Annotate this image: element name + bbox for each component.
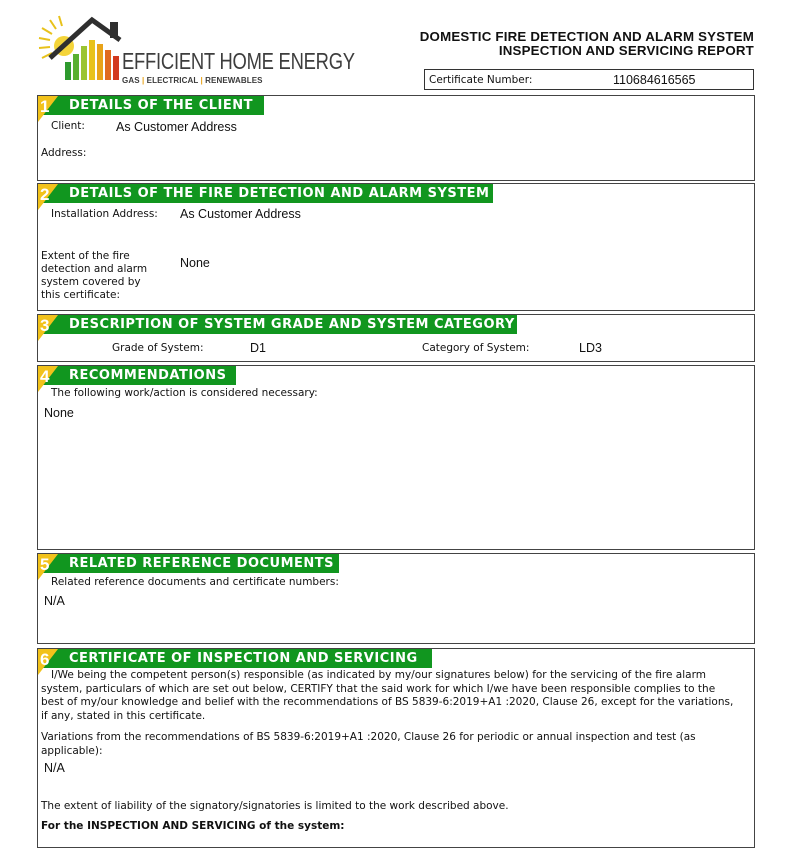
client-label: Client: <box>51 120 85 132</box>
inspection-servicing-heading: For the INSPECTION AND SERVICING of the system: <box>41 820 345 832</box>
section-5-title: RELATED REFERENCE DOCUMENTS <box>69 556 335 571</box>
liability-statement: The extent of liability of the signatory/signatories is limited to the work described above. <box>41 800 509 812</box>
section-2-title: DETAILS OF THE FIRE DETECTION AND ALARM SYSTEM <box>69 186 490 201</box>
extent-value: None <box>180 256 210 270</box>
company-name: EFFICIENT HOME ENERGY <box>122 48 355 74</box>
section-3-title: DESCRIPTION OF SYSTEM GRADE AND SYSTEM CATEGORY <box>69 317 515 332</box>
client-value: As Customer Address <box>116 120 237 134</box>
grade-label: Grade of System: <box>112 342 204 354</box>
section-1-title: DETAILS OF THE CLIENT <box>69 98 254 113</box>
category-label: Category of System: <box>422 342 530 354</box>
section-5-number: 5 <box>40 555 50 574</box>
section-2-number: 2 <box>40 185 50 204</box>
section-6-title: CERTIFICATE OF INSPECTION AND SERVICING <box>69 651 418 666</box>
section-4-title: RECOMMENDATIONS <box>69 368 227 383</box>
reference-documents-value: N/A <box>44 594 65 608</box>
address-label: Address: <box>41 147 87 159</box>
certificate-number-label: Certificate Number: <box>429 74 533 86</box>
certificate-number-value: 110684616565 <box>613 73 696 87</box>
report-title-line2: INSPECTION AND SERVICING REPORT <box>498 42 754 58</box>
grade-value: D1 <box>250 341 266 355</box>
recommendations-value: None <box>44 406 74 420</box>
section-1-header <box>38 96 264 115</box>
section-3-header <box>38 315 517 334</box>
section-6-number: 6 <box>40 650 50 669</box>
installation-address-value: As Customer Address <box>180 207 301 221</box>
category-value: LD3 <box>579 341 602 355</box>
section-5-header <box>38 554 339 573</box>
section-4-header <box>38 366 236 385</box>
report-title <box>420 30 754 57</box>
reference-documents-intro: Related reference documents and certificate numbers: <box>51 576 339 588</box>
section-1-number: 1 <box>40 97 50 116</box>
company-tagline: GAS | ELECTRICAL | RENEWABLES <box>122 76 263 85</box>
section-3-number: 3 <box>40 316 50 335</box>
variations-value: N/A <box>44 761 65 775</box>
section-2-header <box>38 184 493 203</box>
section-6-header <box>38 649 432 668</box>
chimney-icon <box>110 22 118 38</box>
certification-statement: I/We being the competent person(s) responsible (as indicated by my/our signatures below) for the servicing of the fire alarm system, particulars of which are set out below, CERTIFY that the said work for which I/we have been responsible complies to the best of my/our knowledge and belief with the recommendations of BS 5839-6:2019+A1 :2020, Clause 26, except for the variations, if any, stated in this certificate. <box>41 669 734 722</box>
installation-address-label: Installation Address: <box>51 208 158 220</box>
extent-label: Extent of the fire detection and alarm system covered by this certificate: <box>41 250 148 301</box>
variations-statement: Variations from the recommendations of BS 5839-6:2019+A1 :2020, Clause 26 for periodic or annual inspection and test (as applicable): <box>41 731 696 757</box>
section-4-number: 4 <box>40 367 50 386</box>
recommendations-intro: The following work/action is considered necessary: <box>51 387 318 399</box>
report-title-line1: DOMESTIC FIRE DETECTION AND ALARM SYSTEM <box>419 29 754 44</box>
